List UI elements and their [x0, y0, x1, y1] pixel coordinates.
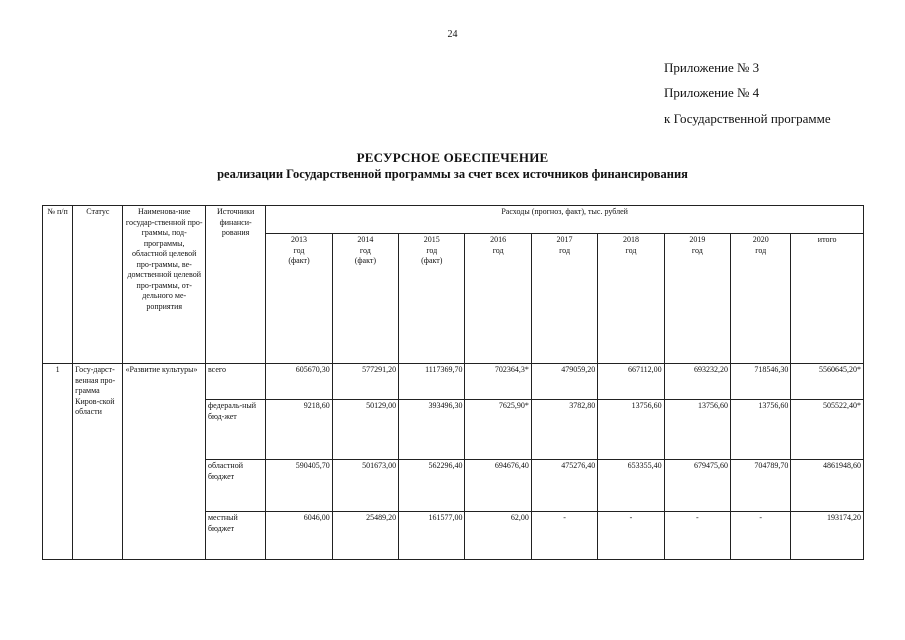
value-cell: 62,00 [465, 512, 531, 560]
year-header: 2018 год [598, 234, 664, 364]
header-status: Статус [73, 206, 123, 364]
value-cell: 13756,60 [664, 400, 730, 460]
value-cell: 9218,60 [266, 400, 332, 460]
appendix-line-3: к Государственной программе [664, 111, 831, 126]
value-cell: 605670,30 [266, 364, 332, 400]
header-name: Наименова-ние государ-ственной про-граммы, под-программы, областной целевой про-граммы, ве-домственной целевой про-граммы, от-дельного ме-роприятия [123, 206, 205, 364]
value-cell: 653355,40 [598, 460, 664, 512]
header-sources: Источники финанси-рования [205, 206, 265, 364]
value-cell: 694676,40 [465, 460, 531, 512]
year-header: 2020 год [731, 234, 791, 364]
value-cell: 590405,70 [266, 460, 332, 512]
value-cell: 702364,3* [465, 364, 531, 400]
appendix-line-2: Приложение № 4 [664, 85, 760, 100]
value-cell: 13756,60 [598, 400, 664, 460]
value-cell: 161577,00 [399, 512, 465, 560]
value-cell: 718546,30 [731, 364, 791, 400]
value-cell: 475276,40 [531, 460, 597, 512]
value-cell: 7625,90* [465, 400, 531, 460]
total-cell: 5560645,20* [791, 364, 864, 400]
row-program-name: «Развитие культуры» [123, 364, 205, 560]
year-header: 2013 год (факт) [266, 234, 332, 364]
value-cell: 13756,60 [731, 400, 791, 460]
total-cell: 4861948,60 [791, 460, 864, 512]
year-header: 2017 год [531, 234, 597, 364]
total-cell: 505522,40* [791, 400, 864, 460]
value-cell: 704789,70 [731, 460, 791, 512]
value-cell: 50129,00 [332, 400, 398, 460]
document-subtitle: реализации Государственной программы за счет всех источников финансирования [217, 167, 688, 181]
header-expenses: Расходы (прогноз, факт), тыс. рублей [266, 206, 864, 234]
value-cell: 393496,30 [399, 400, 465, 460]
year-header: 2014 год (факт) [332, 234, 398, 364]
value-cell: 6046,00 [266, 512, 332, 560]
value-cell: - [731, 512, 791, 560]
row-num: 1 [43, 364, 73, 560]
resource-table [42, 205, 864, 560]
value-cell: 693232,20 [664, 364, 730, 400]
value-cell: 501673,00 [332, 460, 398, 512]
year-header: 2019 год [664, 234, 730, 364]
total-header: итого [791, 234, 864, 364]
year-header: 2015 год (факт) [399, 234, 465, 364]
year-header: 2016 год [465, 234, 531, 364]
table-row [43, 364, 864, 400]
value-cell: 25489,20 [332, 512, 398, 560]
value-cell: 679475,60 [664, 460, 730, 512]
value-cell: - [531, 512, 597, 560]
value-cell: 1117369,70 [399, 364, 465, 400]
page-number: 24 [447, 29, 458, 40]
appendix-line-1: Приложение № 3 [664, 60, 760, 75]
value-cell: - [664, 512, 730, 560]
value-cell: 562296,40 [399, 460, 465, 512]
total-cell: 193174,20 [791, 512, 864, 560]
source-label: федераль-ный бюд-жет [205, 400, 265, 460]
value-cell: 3782,80 [531, 400, 597, 460]
value-cell: - [598, 512, 664, 560]
header-num: № п/п [43, 206, 73, 364]
value-cell: 479059,20 [531, 364, 597, 400]
document-title: РЕСУРСНОЕ ОБЕСПЕЧЕНИЕ [356, 150, 549, 165]
value-cell: 577291,20 [332, 364, 398, 400]
source-label: областной бюджет [205, 460, 265, 512]
value-cell: 667112,00 [598, 364, 664, 400]
source-label: местный бюджет [205, 512, 265, 560]
row-status: Госу-дарст-венная про-грамма Киров-ской области [73, 364, 123, 560]
source-label: всего [205, 364, 265, 400]
